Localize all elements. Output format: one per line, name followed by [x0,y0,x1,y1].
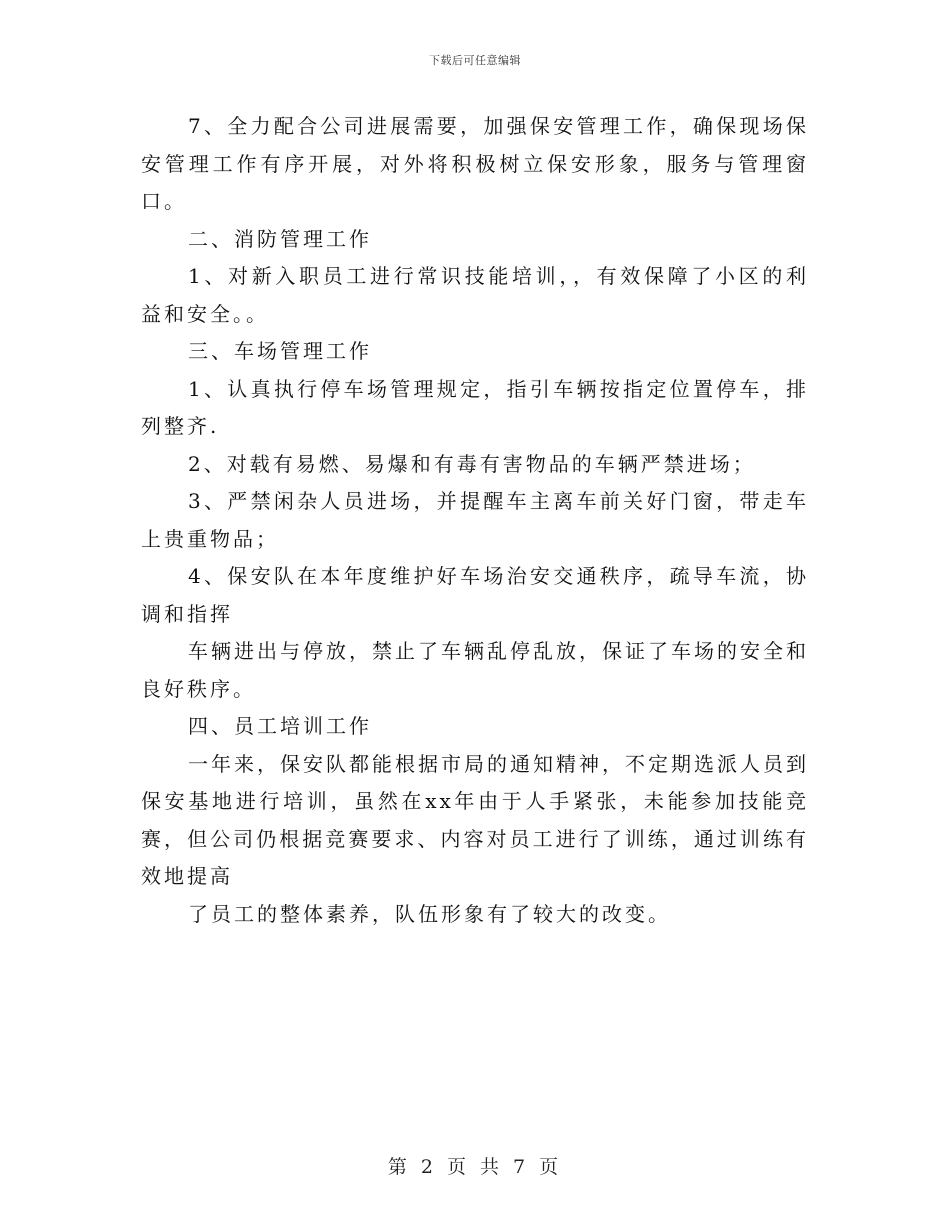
paragraph-parking-item-4: 4、保安队在本年度维护好车场治安交通秩序，疏导车流，协调和指挥 [141,564,809,626]
paragraph-item-7: 7、全力配合公司进展需要，加强保安管理工作，确保现场保安管理工作有序开展，对外将积极树立保安形象，服务与管理窗口。 [141,114,809,213]
document-body [141,108,809,933]
paragraph-parking-item-1: 1、认真执行停车场管理规定，指引车辆按指定位置停车，排列整齐. [141,376,809,438]
paragraph-fire-item-1: 1、对新入职员工进行常识技能培训，，有效保障了小区的利益和安全。。 [141,264,809,326]
paragraph-training-continued: 了员工的整体素养，队伍形象有了较大的改变。 [188,901,671,926]
paragraph-parking-item-3: 3、严禁闲杂人员进场，并提醒车主离车前关好门窗，带走车上贵重物品； [141,489,809,551]
page-header-note: 下载后可任意编辑 [429,54,521,67]
paragraph-parking-item-4-continued: 车辆进出与停放，禁止了车辆乱停乱放，保证了车场的安全和良好秩序。 [141,639,809,701]
section-heading-fire-safety: 二、消防管理工作 [188,226,372,251]
paragraph-training-body: 一年来，保安队都能根据市局的通知精神，不定期选派人员到保安基地进行培训，虽然在xx年由于人手紧张，未能参加技能竞赛，但公司仍根据竞赛要求、内容对员工进行了训练，通过训练有效地提高 [141,751,809,888]
paragraph-parking-item-2: 2、对载有易燃、易爆和有毒有害物品的车辆严禁进场； [188,451,756,476]
section-heading-parking: 三、车场管理工作 [188,339,372,363]
section-heading-training: 四、员工培训工作 [188,714,372,738]
page-number-indicator: 第 2 页 共 7 页 [387,1156,563,1178]
